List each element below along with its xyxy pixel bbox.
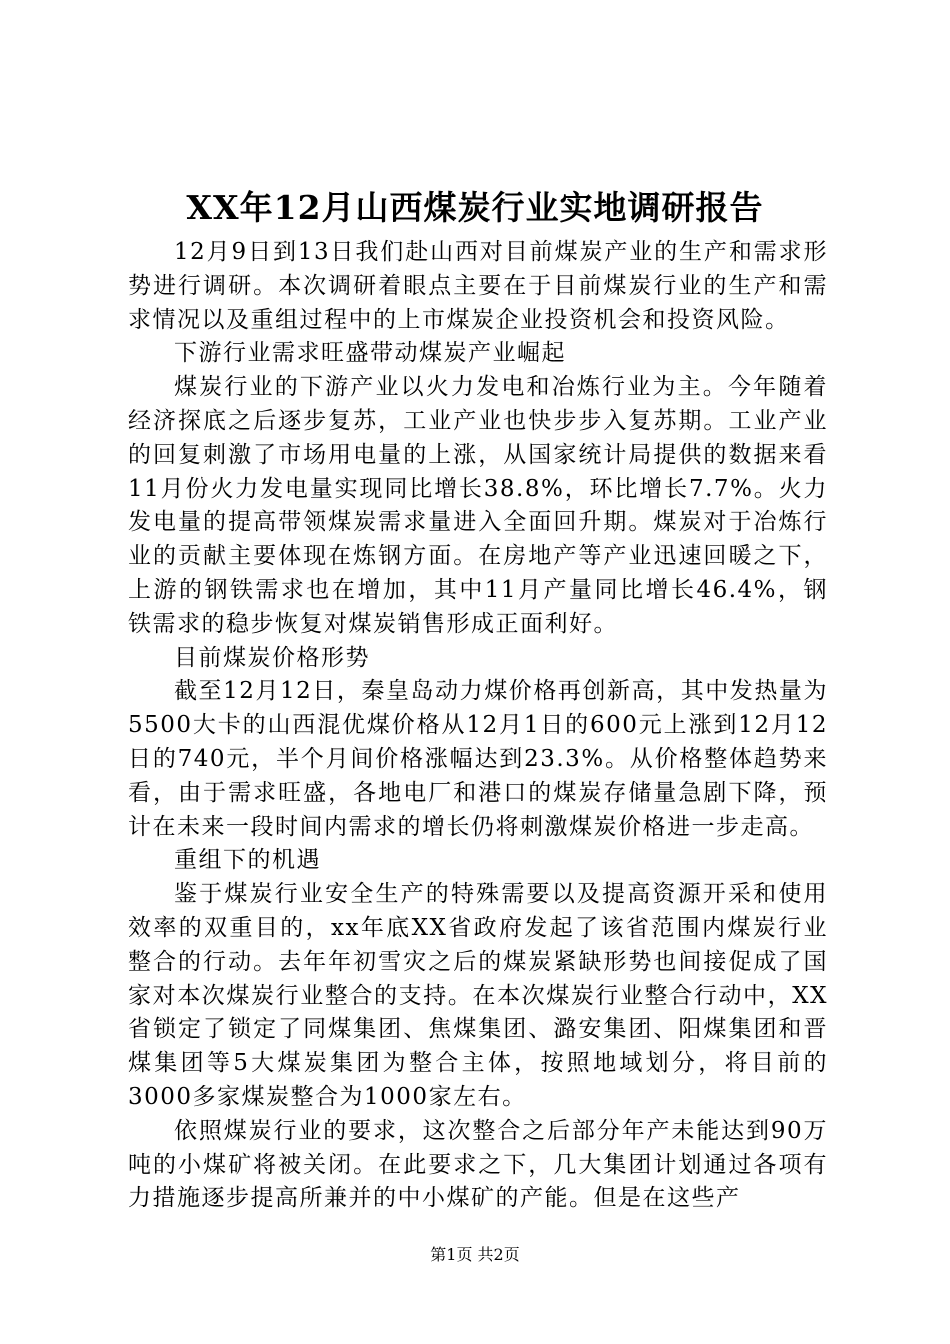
section-heading-demand: 下游行业需求旺盛带动煤炭产业崛起 [174, 340, 566, 367]
paragraph-closure: 依照煤炭行业的要求，这次整合之后部分年产未能达到90万吨的小煤矿将被关闭。在此要求之下，几大集团计划通过各项有力措施逐步提高所兼并的中小煤矿的产能。但是在这些产 [128, 1117, 828, 1212]
section-heading-price: 目前煤炭价格形势 [174, 644, 370, 671]
document-title: XX年12月山西煤炭行业实地调研报告 [186, 188, 764, 227]
section-heading-restructuring: 重组下的机遇 [174, 847, 321, 874]
page-number-footer: 第1页 共2页 [430, 1245, 520, 1264]
document-body [128, 236, 828, 1216]
paragraph-intro: 12月9日到13日我们赴山西对目前煤炭产业的生产和需求形势进行调研。本次调研着眼点主要在于目前煤炭行业的生产和需求情况以及重组过程中的上市煤炭企业投资机会和投资风险。 [128, 239, 828, 333]
paragraph-restructuring: 鉴于煤炭行业安全生产的特殊需要以及提高资源开采和使用效率的双重目的，xx年底XX省政府发起了该省范围内煤炭行业整合的行动。去年年初雪灾之后的煤炭紧缺形势也间接促成了国家对本次煤炭行业整合的支持。在本次煤炭行业整合行动中，XX省锁定了锁定了同煤集团、焦煤集团、潞安集团、阳煤集团和晋煤集团等5大煤炭集团为整合主体，按照地域划分，将目前的3000多家煤炭整合为1000家左右。 [128, 881, 828, 1110]
paragraph-demand: 煤炭行业的下游产业以火力发电和冶炼行业为主。今年随着经济探底之后逐步复苏，工业产业也快步步入复苏期。工业产业的回复刺激了市场用电量的上涨，从国家统计局提供的数据来看11月份火力发电量实现同比增长38.8%，环比增长7.7%。火力发电量的提高带领煤炭需求量进入全面回升期。煤炭对于冶炼行业的贡献主要体现在炼钢方面。在房地产等产业迅速回暖之下，上游的钢铁需求也在增加，其中11月产量同比增长46.4%，钢铁需求的稳步恢复对煤炭销售形成正面利好。 [128, 374, 828, 637]
paragraph-price: 截至12月12日，秦皇岛动力煤价格再创新高，其中发热量为5500大卡的山西混优煤价格从12月1日的600元上涨到12月12日的740元，半个月间价格涨幅达到23.3%。从价格整体趋势来看，由于需求旺盛，各地电厂和港口的煤炭存储量急剧下降，预计在未来一段时间内需求的增长仍将刺激煤炭价格进一步走高。 [128, 678, 828, 840]
